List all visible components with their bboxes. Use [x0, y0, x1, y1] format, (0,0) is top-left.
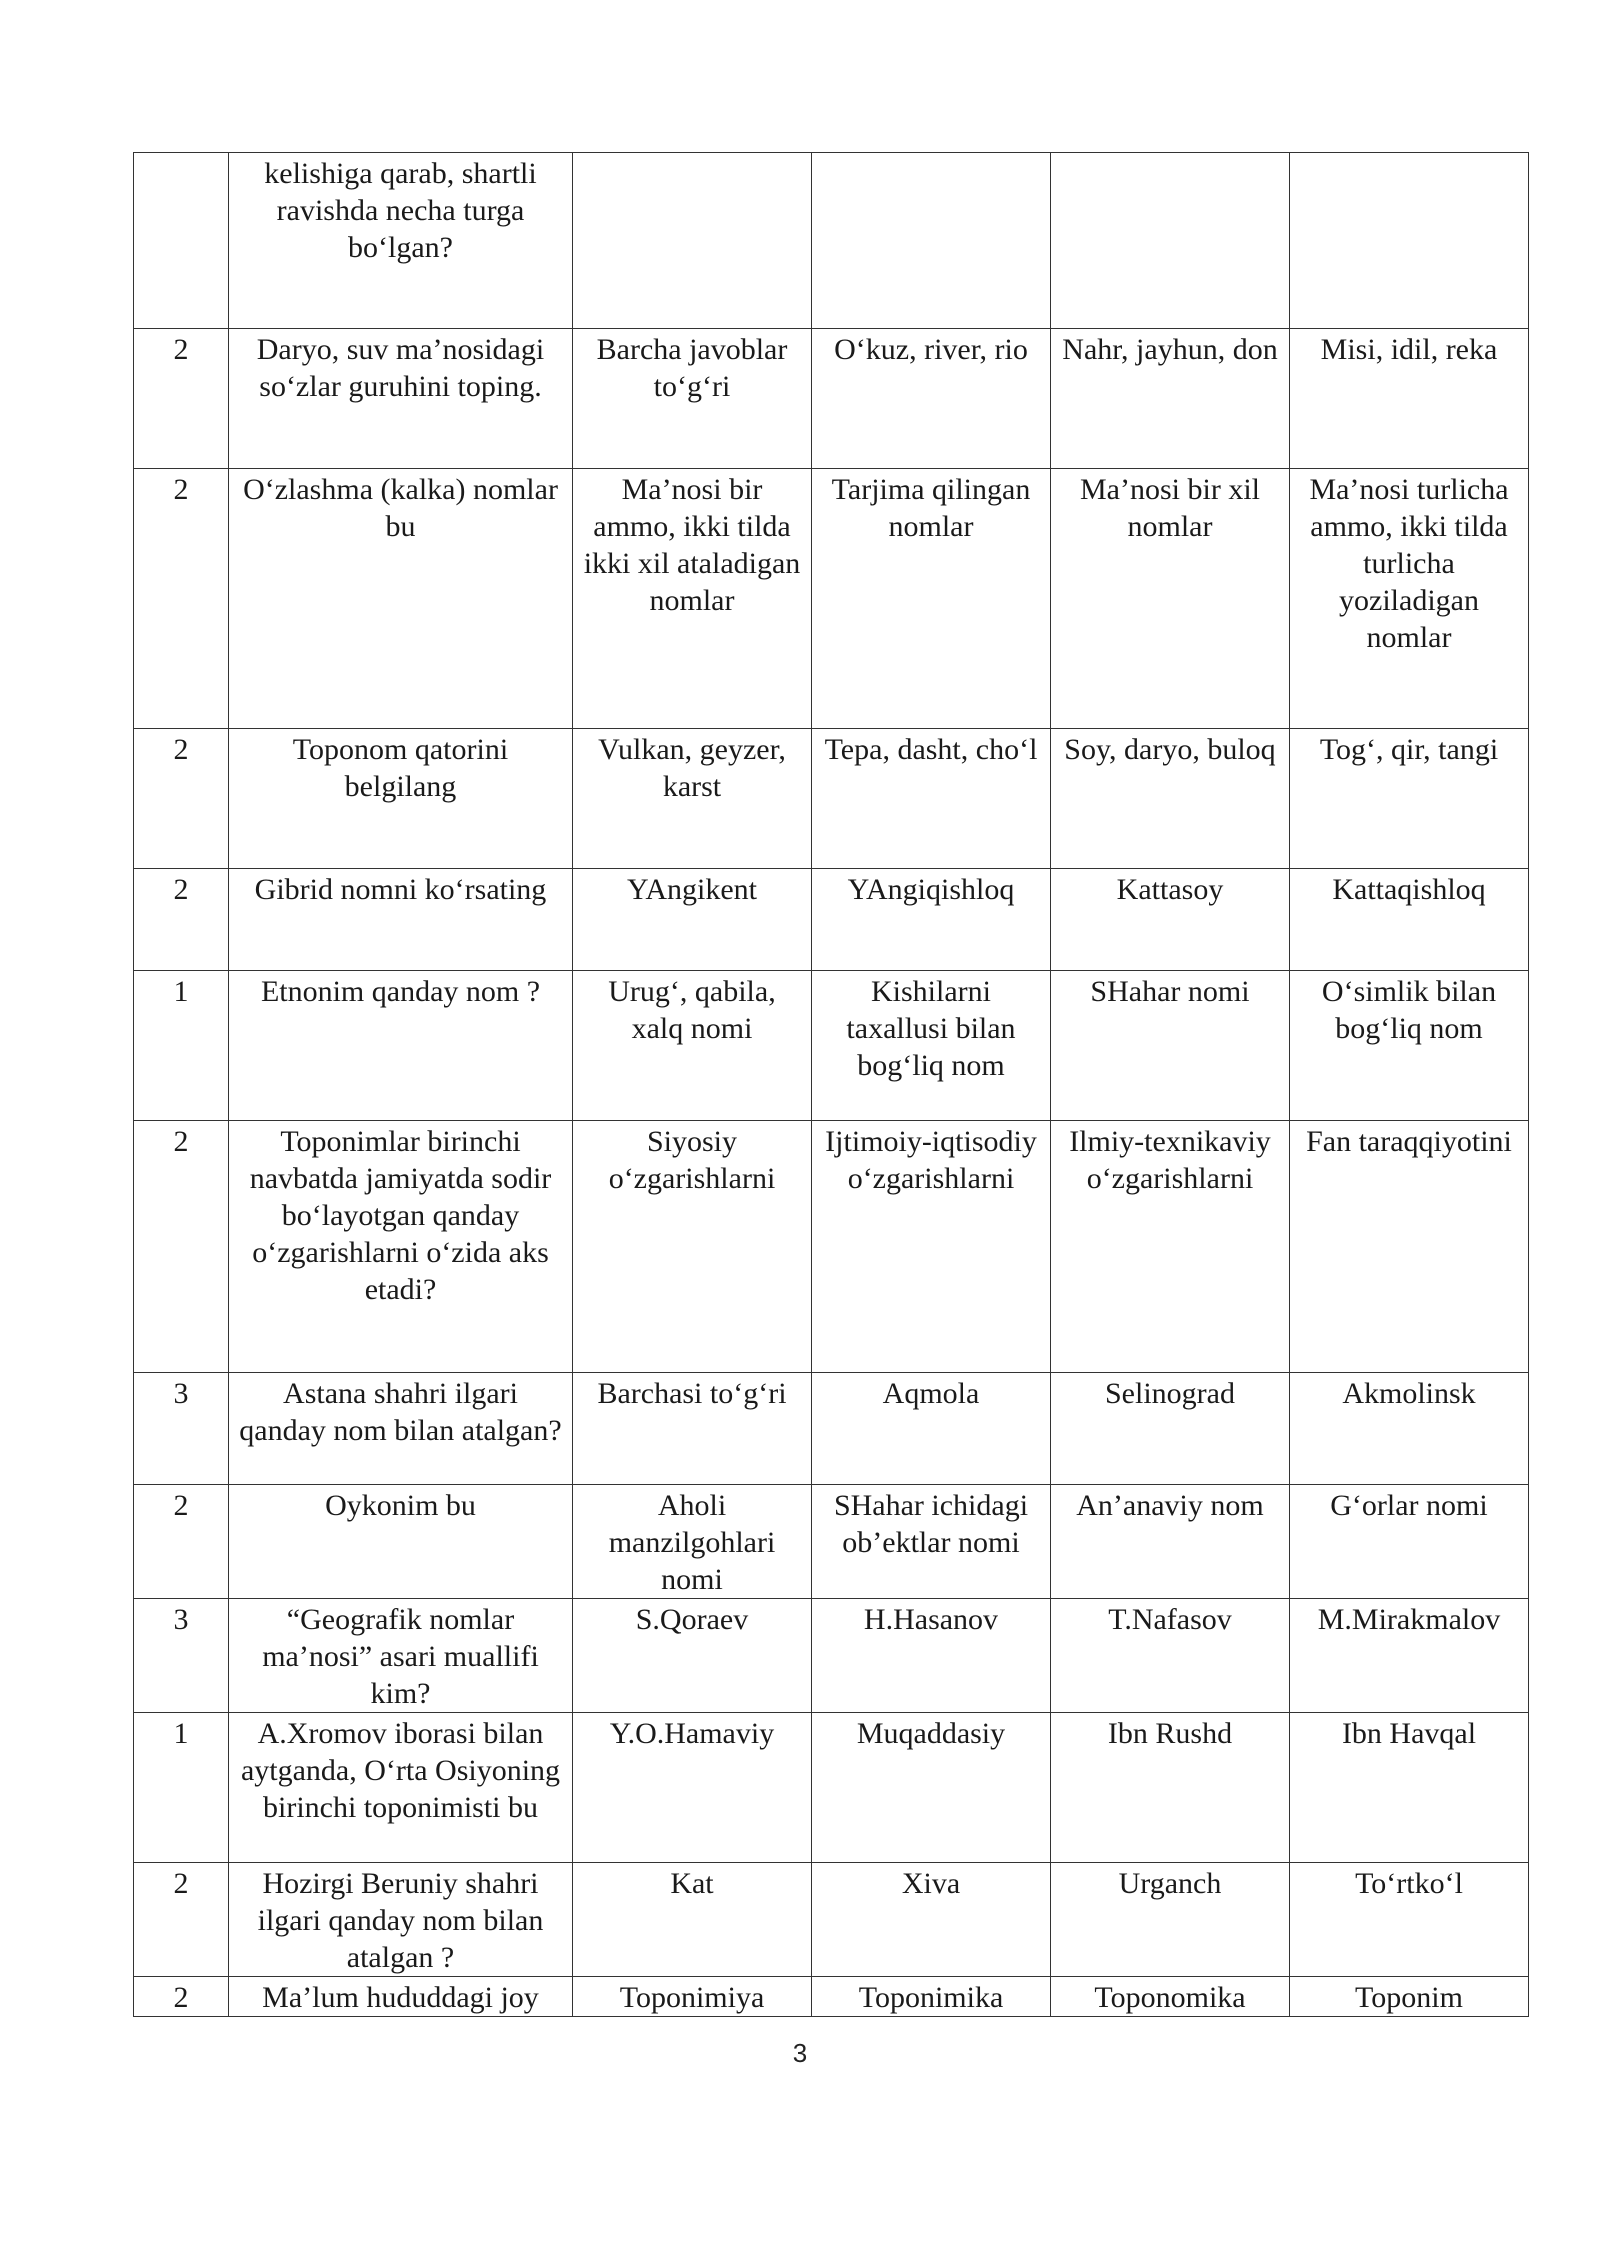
- table-row: [134, 1121, 1529, 1373]
- answer-option-cell: Barcha javoblar to‘g‘ri: [573, 329, 812, 469]
- table-row: [134, 1977, 1529, 2017]
- points-cell: 2: [134, 729, 229, 869]
- answer-option-cell: Muqaddasiy: [812, 1713, 1051, 1863]
- answer-option-cell: Ma’nosi bir xil nomlar: [1051, 469, 1290, 729]
- answer-option-cell: Kat: [573, 1863, 812, 1977]
- points-cell: 1: [134, 971, 229, 1121]
- answer-option-cell: Soy, daryo, buloq: [1051, 729, 1290, 869]
- points-cell: 2: [134, 329, 229, 469]
- answer-option-cell: [812, 153, 1051, 329]
- answer-option-cell: Ibn Rushd: [1051, 1713, 1290, 1863]
- points-cell: 2: [134, 469, 229, 729]
- table-row: [134, 329, 1529, 469]
- answer-option-cell: Urug‘, qabila, xalq nomi: [573, 971, 812, 1121]
- answer-option-cell: Kattaqishloq: [1290, 869, 1529, 971]
- answer-option-cell: Ijtimoiy-iqtisodiy o‘zgarishlarni: [812, 1121, 1051, 1373]
- question-cell: Toponom qatorini belgilang: [229, 729, 573, 869]
- points-cell: 2: [134, 1485, 229, 1599]
- answer-option-cell: Tepa, dasht, cho‘l: [812, 729, 1051, 869]
- answer-option-cell: Toponimiya: [573, 1977, 812, 2017]
- answer-option-cell: O‘kuz, river, rio: [812, 329, 1051, 469]
- answer-option-cell: Kattasoy: [1051, 869, 1290, 971]
- answer-option-cell: [1051, 153, 1290, 329]
- answer-option-cell: Urganch: [1051, 1863, 1290, 1977]
- answer-option-cell: Barchasi to‘g‘ri: [573, 1373, 812, 1485]
- points-cell: 2: [134, 1977, 229, 2017]
- answer-option-cell: T.Nafasov: [1051, 1599, 1290, 1713]
- question-cell: Daryo, suv ma’nosidagi so‘zlar guruhini toping.: [229, 329, 573, 469]
- answer-option-cell: S.Qoraev: [573, 1599, 812, 1713]
- answer-option-cell: An’anaviy nom: [1051, 1485, 1290, 1599]
- answer-option-cell: [1290, 153, 1529, 329]
- table-row: [134, 1713, 1529, 1863]
- page-number: 3: [792, 2038, 808, 2068]
- table-row: [134, 153, 1529, 329]
- table-row: [134, 729, 1529, 869]
- answer-option-cell: Ilmiy-texnikaviy o‘zgarishlarni: [1051, 1121, 1290, 1373]
- question-cell: Oykonim bu: [229, 1485, 573, 1599]
- answer-option-cell: Tog‘, qir, tangi: [1290, 729, 1529, 869]
- points-cell: 3: [134, 1373, 229, 1485]
- question-cell: kelishiga qarab, shartli ravishda necha turga bo‘lgan?: [229, 153, 573, 329]
- answer-option-cell: Tarjima qilingan nomlar: [812, 469, 1051, 729]
- answer-option-cell: Ibn Havqal: [1290, 1713, 1529, 1863]
- answer-option-cell: Vulkan, geyzer, karst: [573, 729, 812, 869]
- answer-option-cell: Xiva: [812, 1863, 1051, 1977]
- table-row: [134, 469, 1529, 729]
- answer-option-cell: Nahr, jayhun, don: [1051, 329, 1290, 469]
- table-row: [134, 1373, 1529, 1485]
- table-row: [134, 1599, 1529, 1713]
- answer-option-cell: YAngikent: [573, 869, 812, 971]
- points-cell: 2: [134, 1121, 229, 1373]
- points-cell: [134, 153, 229, 329]
- answer-option-cell: Siyosiy o‘zgarishlarni: [573, 1121, 812, 1373]
- question-cell: Ma’lum hududdagi joy: [229, 1977, 573, 2017]
- answer-option-cell: G‘orlar nomi: [1290, 1485, 1529, 1599]
- question-cell: Etnonim qanday nom ?: [229, 971, 573, 1121]
- answer-option-cell: Toponimika: [812, 1977, 1051, 2017]
- question-cell: A.Xromov iborasi bilan aytganda, O‘rta Osiyoning birinchi toponimisti bu: [229, 1713, 573, 1863]
- question-cell: Hozirgi Beruniy shahri ilgari qanday nom bilan atalgan ?: [229, 1863, 573, 1977]
- points-cell: 2: [134, 869, 229, 971]
- answer-option-cell: Aqmola: [812, 1373, 1051, 1485]
- table-row: [134, 971, 1529, 1121]
- answer-option-cell: Y.O.Hamaviy: [573, 1713, 812, 1863]
- points-cell: 2: [134, 1863, 229, 1977]
- question-cell: O‘zlashma (kalka) nomlar bu: [229, 469, 573, 729]
- answer-option-cell: Misi, idil, reka: [1290, 329, 1529, 469]
- answer-option-cell: O‘simlik bilan bog‘liq nom: [1290, 971, 1529, 1121]
- question-cell: Gibrid nomni ko‘rsating: [229, 869, 573, 971]
- answer-option-cell: Toponim: [1290, 1977, 1529, 2017]
- table-row: [134, 1485, 1529, 1599]
- answer-option-cell: Akmolinsk: [1290, 1373, 1529, 1485]
- points-cell: 1: [134, 1713, 229, 1863]
- answer-option-cell: Fan taraqqiyotini: [1290, 1121, 1529, 1373]
- answer-option-cell: YAngiqishloq: [812, 869, 1051, 971]
- table-row: [134, 869, 1529, 971]
- answer-option-cell: [573, 153, 812, 329]
- answer-option-cell: Ma’nosi turlicha ammo, ikki tilda turlicha yoziladigan nomlar: [1290, 469, 1529, 729]
- quiz-table-body: [134, 153, 1529, 2017]
- quiz-table: [133, 152, 1529, 2017]
- points-cell: 3: [134, 1599, 229, 1713]
- answer-option-cell: SHahar ichidagi ob’ektlar nomi: [812, 1485, 1051, 1599]
- question-cell: Toponimlar birinchi navbatda jamiyatda sodir bo‘layotgan qanday o‘zgarishlarni o‘zida aks etadi?: [229, 1121, 573, 1373]
- answer-option-cell: Ma’nosi bir ammo, ikki tilda ikki xil ataladigan nomlar: [573, 469, 812, 729]
- answer-option-cell: Selinograd: [1051, 1373, 1290, 1485]
- question-cell: Astana shahri ilgari qanday nom bilan atalgan?: [229, 1373, 573, 1485]
- answer-option-cell: H.Hasanov: [812, 1599, 1051, 1713]
- answer-option-cell: Kishilarni taxallusi bilan bog‘liq nom: [812, 971, 1051, 1121]
- answer-option-cell: To‘rtko‘l: [1290, 1863, 1529, 1977]
- answer-option-cell: Toponomika: [1051, 1977, 1290, 2017]
- answer-option-cell: M.Mirakmalov: [1290, 1599, 1529, 1713]
- answer-option-cell: SHahar nomi: [1051, 971, 1290, 1121]
- question-cell: “Geografik nomlar ma’nosi” asari muallifi kim?: [229, 1599, 573, 1713]
- table-row: [134, 1863, 1529, 1977]
- answer-option-cell: Aholi manzilgohlari nomi: [573, 1485, 812, 1599]
